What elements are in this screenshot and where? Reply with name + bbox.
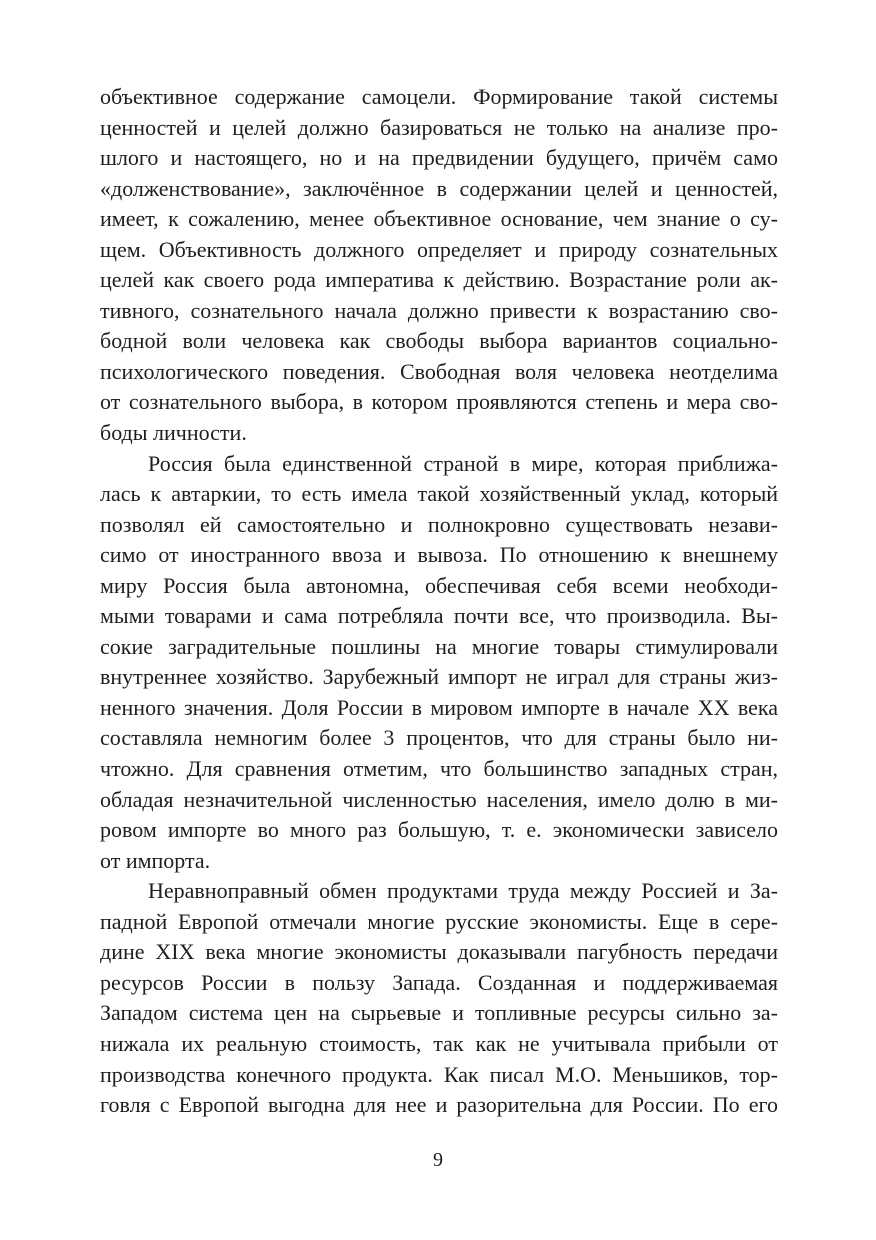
text-line: составляла немногим более 3 процентов, что для страны было ни- (100, 725, 778, 751)
text-line: бодной воли человека как свободы выбора вариантов социально- (100, 328, 778, 354)
text-line: внутреннее хозяйство. Зарубежный импорт не играл для страны жиз- (100, 664, 778, 690)
text-line: чтожно. Для сравнения отметим, что большинство западных стран, (100, 756, 778, 782)
text-line: дине XIX века многие экономисты доказывали пагубность передачи (100, 939, 778, 965)
text-line: Западом система цен на сырьевые и топливные ресурсы сильно за- (100, 1000, 778, 1026)
text-line: нижала их реальную стоимость, так как не учитывала прибыли от (100, 1030, 778, 1056)
body-text (100, 82, 778, 1121)
text-line: шлого и настоящего, но и на предвидении будущего, причём само (100, 145, 778, 171)
text-line: целей как своего рода императива к действию. Возрастание роли ак- (100, 267, 778, 293)
text-line: «долженствование», заключённое в содержании целей и ценностей, (100, 175, 778, 201)
text-line: производства конечного продукта. Как писал М.О. Меньшиков, тор- (100, 1061, 778, 1087)
text-line: боды личности. (100, 420, 247, 446)
text-line: от импорта. (100, 847, 211, 873)
text-line: ровом импорте во много раз большую, т. е. экономически зависело (100, 817, 778, 843)
paragraph-2 (100, 449, 778, 877)
text-line: падной Европой отмечали многие русские экономисты. Еще в сере- (100, 908, 778, 934)
page-number: 9 (433, 1149, 443, 1171)
text-line: от сознательного выбора, в котором проявляются степень и мера сво- (100, 389, 778, 415)
text-line: психологического поведения. Свободная воля человека неотделима (100, 358, 778, 384)
text-line: щем. Объективность должного определяет и природу сознательных (100, 236, 778, 262)
text-line: обладая незначительной численностью населения, имело долю в ми- (100, 786, 778, 812)
text-line: имеет, к сожалению, менее объективное основание, чем знание о су- (100, 206, 778, 232)
text-line: объективное содержание самоцели. Формирование такой системы (100, 84, 778, 109)
text-line: ненного значения. Доля России в мировом импорте в начале XX века (100, 694, 778, 720)
text-line: ценностей и целей должно базироваться не только на анализе про- (100, 114, 778, 140)
text-line: лась к автаркии, то есть имела такой хозяйственный уклад, который (100, 481, 778, 507)
text-line: ресурсов России в пользу Запада. Созданная и поддерживаемая (100, 969, 778, 995)
text-line: мыми товарами и сама потребляла почти все, что производила. Вы- (100, 603, 778, 629)
text-line: тивного, сознательного начала должно привести к возрастанию сво- (100, 297, 778, 323)
text-line: симо от иностранного ввоза и вывоза. По отношению к внешнему (100, 542, 778, 568)
text-line: Россия была единственной страной в мире, которая приближа- (148, 450, 778, 476)
text-line: миру Россия была автономна, обеспечивая себя всеми необходи- (100, 572, 778, 598)
text-line: сокие заградительные пошлины на многие товары стимулировали (100, 633, 778, 659)
paragraph-3 (100, 876, 778, 1120)
paragraph-1 (100, 82, 778, 449)
text-line: говля с Европой выгодна для нее и разорительна для России. По его (100, 1092, 778, 1118)
text-line: Неравноправный обмен продуктами труда между Россией и За- (148, 878, 778, 904)
text-line: позволял ей самостоятельно и полнокровно существовать незави- (100, 511, 778, 537)
